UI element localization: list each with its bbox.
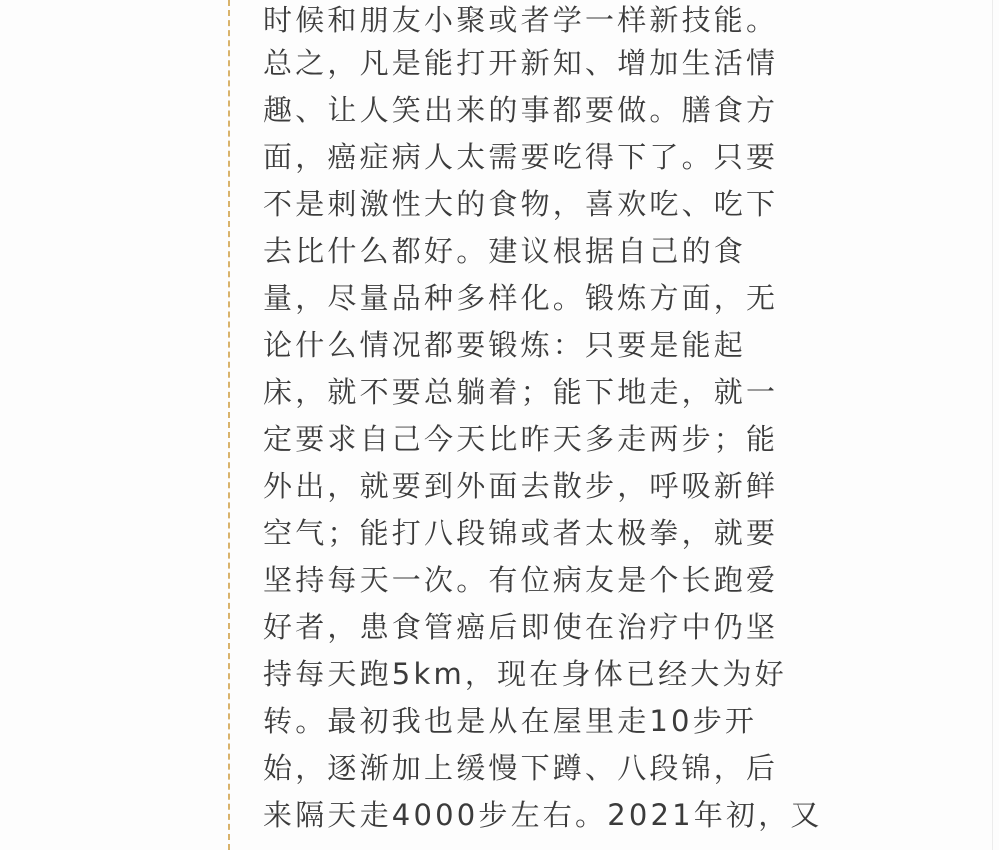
text-line: 转。最初我也是从在屋里走10步开 [263, 704, 758, 738]
text-line: 论什么情况都要锻炼：只要是能起 [263, 328, 747, 362]
text-line: 面，癌症病人太需要吃得下了。只要 [263, 140, 779, 174]
text-line: 坚持每天一次。有位病友是个长跑爱 [263, 563, 779, 597]
text-line: 趣、让人笑出来的事都要做。膳食方 [263, 93, 779, 127]
text-line: 始，逐渐加上缓慢下蹲、八段锦，后 [263, 751, 779, 785]
text-line: 外出，就要到外面去散步，呼吸新鲜 [263, 469, 779, 503]
text-line: 持每天跑5km，现在身体已经大为好 [263, 657, 787, 691]
dashed-margin-rule [228, 0, 230, 850]
right-edge-divider [992, 0, 993, 850]
article-body [263, 0, 823, 839]
text-line: 去比什么都好。建议根据自己的食 [263, 234, 747, 268]
text-line: 总之，凡是能打开新知、增加生活情 [263, 46, 779, 80]
text-line: 量，尽量品种多样化。锻炼方面，无 [263, 281, 779, 315]
text-line: 时候和朋友小聚或者学一样新技能。 [263, 3, 779, 37]
text-line: 空气；能打八段锦或者太极拳，就要 [263, 516, 779, 550]
text-line: 定要求自己今天比昨天多走两步；能 [263, 422, 779, 456]
text-line: 床，就不要总躺着；能下地走，就一 [263, 375, 779, 409]
text-line: 来隔天走4000步左右。2021年初，又 [263, 798, 823, 832]
text-line: 不是刺激性大的食物，喜欢吃、吃下 [263, 187, 779, 221]
text-line: 好者，患食管癌后即使在治疗中仍坚 [263, 610, 779, 644]
